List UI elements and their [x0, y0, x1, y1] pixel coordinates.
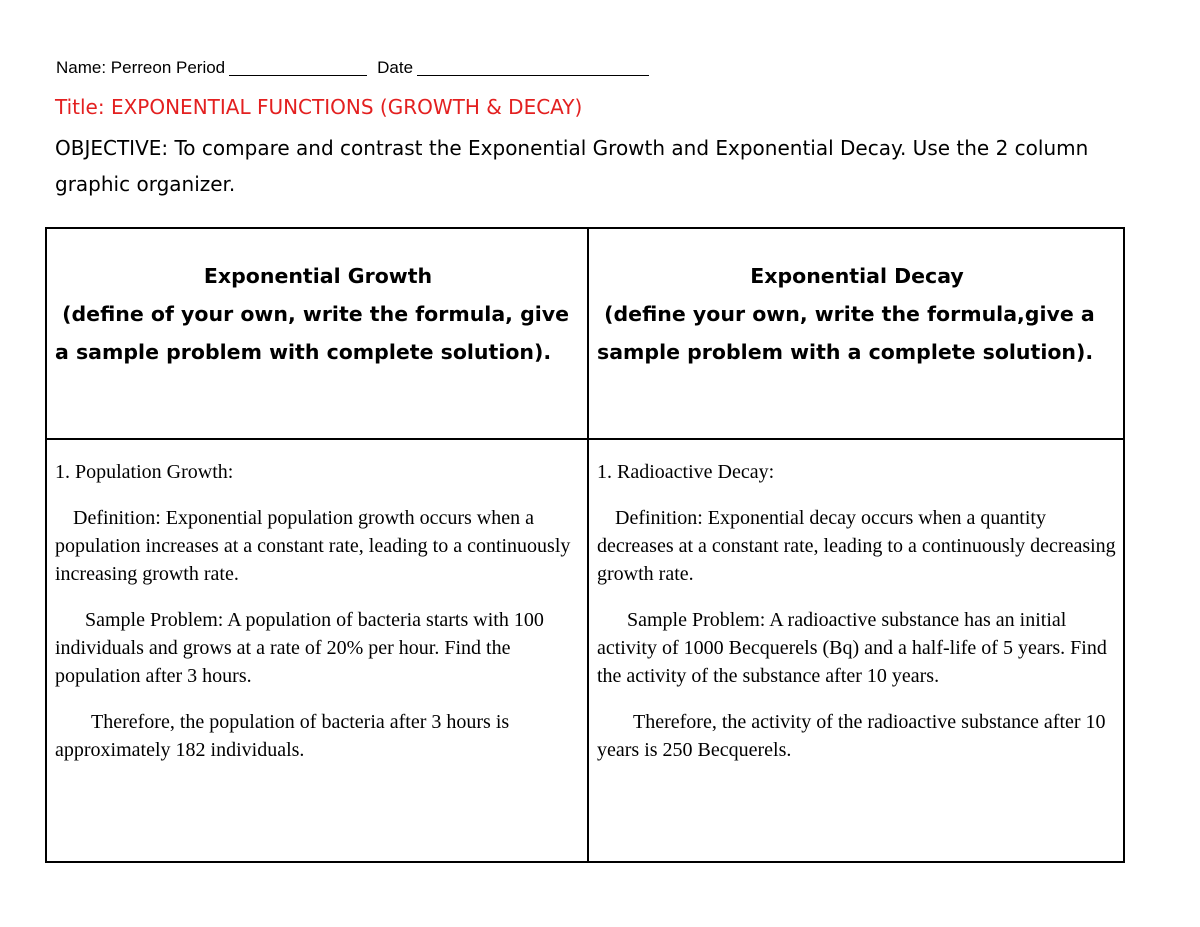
- growth-heading: Exponential Growth: [203, 264, 433, 288]
- growth-conclusion: Therefore, the population of bacteria after 3 hours is approximately 182 individuals.: [55, 711, 510, 761]
- date-label: Date: [377, 58, 414, 77]
- decay-header-cell: [588, 228, 1124, 439]
- decay-heading: Exponential Decay: [750, 264, 964, 288]
- growth-sample-problem: Sample Problem: A population of bacteria starts with 100 individuals and grows at a rate of 20% per hour. Find the population after 3 hours.: [55, 609, 544, 687]
- growth-section-title: 1. Population Growth:: [55, 461, 234, 483]
- decay-section-title: 1. Radioactive Decay:: [597, 461, 775, 483]
- decay-conclusion: Therefore, the activity of the radioactive substance after 10 years is 250 Becquerels.: [597, 711, 1106, 761]
- decay-definition: Definition: Exponential decay occurs when a quantity decreases at a constant rate, leading to a continuously decreasing growth rate.: [597, 507, 1116, 585]
- graphic-organizer-table: [45, 227, 1125, 863]
- header-line: [56, 58, 649, 78]
- page-title: Title: EXPONENTIAL FUNCTIONS (GROWTH & DECAY): [55, 95, 583, 119]
- period-blank: [229, 74, 367, 76]
- organizer-header-row: [46, 228, 1124, 439]
- growth-header-cell: [46, 228, 588, 439]
- decay-instructions: (define your own, write the formula,give a sample problem with a complete solution).: [597, 302, 1102, 364]
- date-blank: [417, 74, 649, 76]
- growth-definition: Definition: Exponential population growth occurs when a population increases at a constant rate, leading to a continuously increasing growth rate.: [55, 507, 571, 585]
- decay-sample-problem: Sample Problem: A radioactive substance has an initial activity of 1000 Becquerels (Bq) and a half-life of 5 years. Find the activity of the substance after 10 years.: [597, 609, 1107, 687]
- objective-text: OBJECTIVE: To compare and contrast the Exponential Growth and Exponential Decay. Use the 2 column graphic organizer.: [55, 136, 1089, 196]
- decay-body-cell: [588, 439, 1124, 862]
- name-label: Name: Perreon Period: [56, 58, 226, 77]
- growth-instructions: (define of your own, write the formula, give a sample problem with complete solution).: [55, 302, 577, 364]
- organizer-body-row: [46, 439, 1124, 862]
- growth-body-cell: [46, 439, 588, 862]
